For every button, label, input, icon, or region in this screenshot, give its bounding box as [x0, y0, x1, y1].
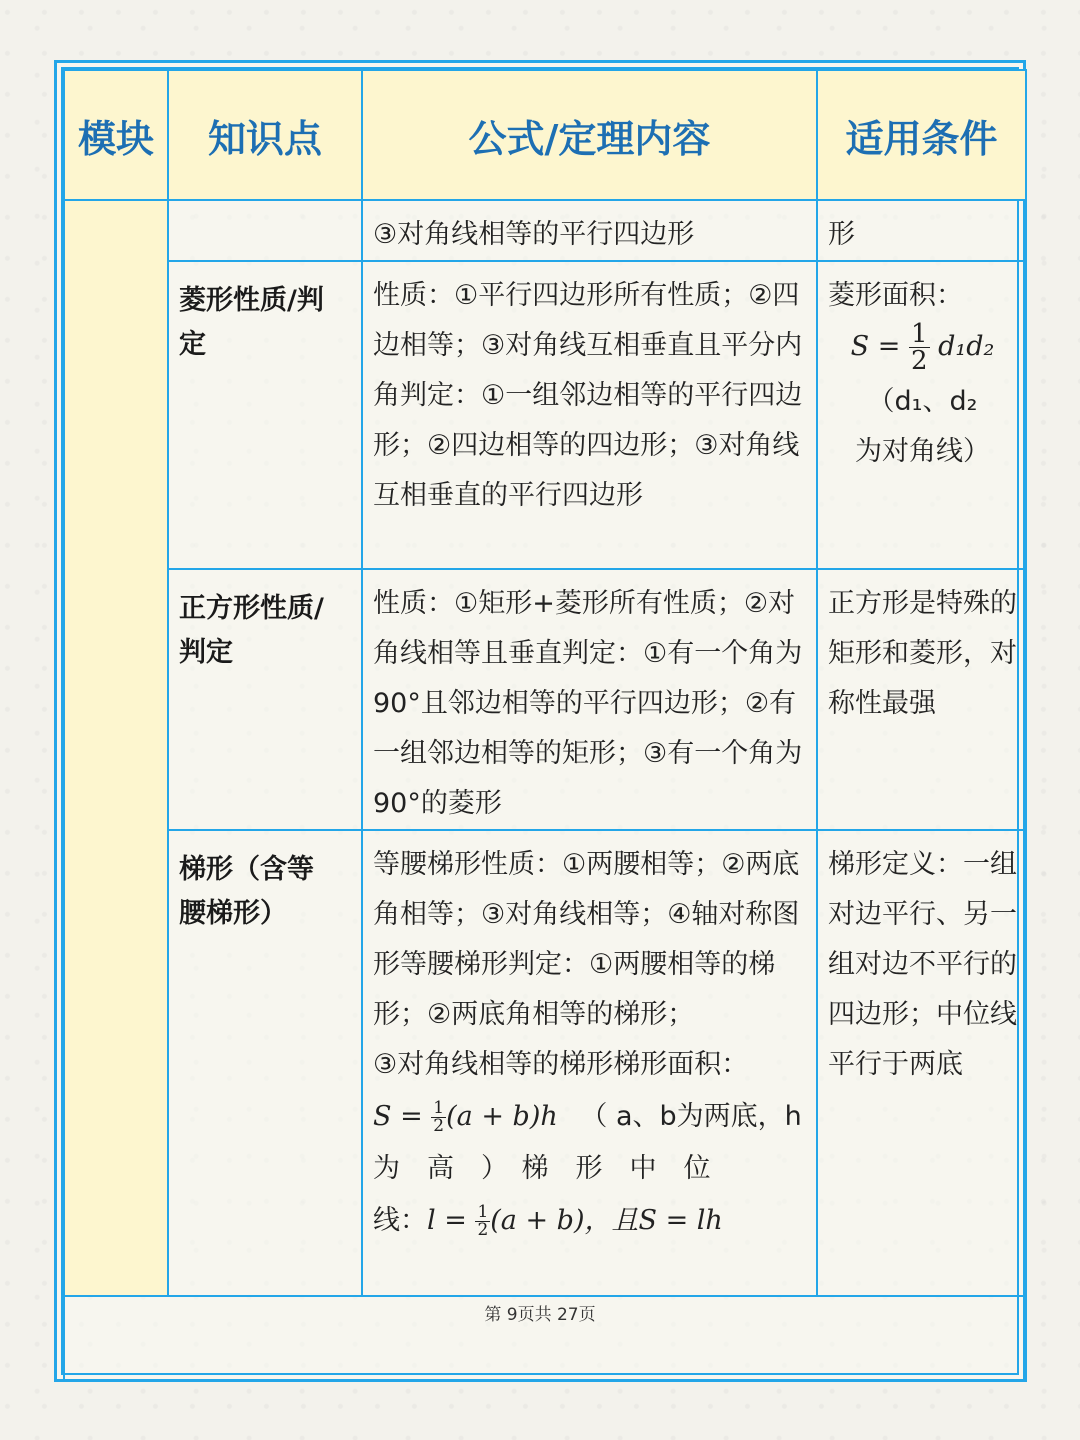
fraction-numerator: 1 [910, 319, 928, 349]
formula-rest: d₁d₂ [938, 331, 995, 362]
knowledge-cell [168, 200, 362, 261]
formula-rest: (a + b)，且S = lh [490, 1205, 723, 1236]
condition-cell: 梯形定义：一组对边平行、另一组对边不平行的四边形；中位线平行于两底 [817, 830, 1026, 1296]
fraction [475, 1204, 490, 1239]
header-content: 公式/定理内容 [362, 70, 817, 200]
fraction [431, 1100, 446, 1135]
trapezoid-area-formula [373, 1090, 808, 1144]
page-number: 第 9页共 27页 [484, 1305, 596, 1325]
header-knowledge: 知识点 [168, 70, 362, 200]
table-row [64, 830, 1026, 1296]
content-cell: 性质：①平行四边形所有性质；②四边相等；③对角线互相垂直且平分内角判定：①一组邻边相等的平行四边形；②四边相等的四边形；③对角线互相垂直的平行四边形 [362, 261, 817, 569]
table-row [64, 261, 1026, 569]
module-cell [64, 200, 168, 1296]
knowledge-cell [168, 261, 362, 569]
header-module: 模块 [64, 70, 168, 200]
table-container [61, 67, 1019, 1375]
knowledge-cell [168, 830, 362, 1296]
formula-lhs: S = [373, 1101, 423, 1132]
content-text: 等腰梯形性质：①两腰相等；②两底角相等；③对角线相等；④轴对称图形等腰梯形判定：①两腰相等的梯形；②两底角相等的梯形； [373, 849, 800, 1030]
fraction-denominator: 2 [433, 1116, 445, 1136]
page-frame [54, 60, 1026, 1382]
formula-note: （ a、b为两底，h [580, 1101, 802, 1132]
header-condition: 适用条件 [817, 70, 1026, 200]
knowledge-line: 腰梯形） [179, 898, 287, 929]
knowledge-line: 正方形性质/ [179, 593, 324, 624]
formula-lhs: l = [427, 1205, 467, 1236]
content-text: ③对角线相等的梯形梯形面积： [373, 1049, 749, 1080]
knowledge-cell [168, 569, 362, 830]
knowledge-line: 梯形（含等 [179, 854, 314, 885]
content-cell: 性质：①矩形+菱形所有性质；②对角线相等且垂直判定：①有一个角为 90°且邻边相等的平行四边形；②有一组邻边相等的矩形；③有一个角为 90°的菱形 [362, 569, 817, 830]
knowledge-line: 定 [179, 329, 206, 360]
formula-rest: (a + b)h [446, 1101, 558, 1132]
header-row [64, 70, 1026, 200]
midline-formula [373, 1194, 808, 1248]
condition-cell: 形 [817, 200, 1026, 261]
condition-cell [817, 261, 1026, 569]
fraction-denominator: 2 [910, 346, 928, 376]
content-cell [362, 830, 817, 1296]
condition-note: （d₁、d₂ [867, 386, 978, 417]
condition-note: 为对角线） [855, 436, 990, 467]
content-cell: ③对角线相等的平行四边形 [362, 200, 817, 261]
fraction [909, 321, 930, 374]
knowledge-line: 判定 [179, 637, 233, 668]
content-text: 为 高 ） 梯 形 中 位 [373, 1153, 711, 1184]
fraction-denominator: 2 [477, 1220, 489, 1240]
rhombus-area-formula [828, 317, 1017, 377]
fraction-numerator: 1 [477, 1202, 489, 1222]
fraction-numerator: 1 [433, 1098, 445, 1118]
condition-title: 菱形面积： [828, 280, 963, 311]
knowledge-line: 菱形性质/判 [179, 285, 324, 316]
condition-cell: 正方形是特殊的矩形和菱形，对称性最强 [817, 569, 1026, 830]
formula-lhs: S = [850, 331, 901, 362]
table-row [64, 569, 1026, 830]
formula-prefix: 线： [373, 1205, 427, 1236]
formula-table [63, 69, 1027, 1382]
table-row [64, 200, 1026, 261]
